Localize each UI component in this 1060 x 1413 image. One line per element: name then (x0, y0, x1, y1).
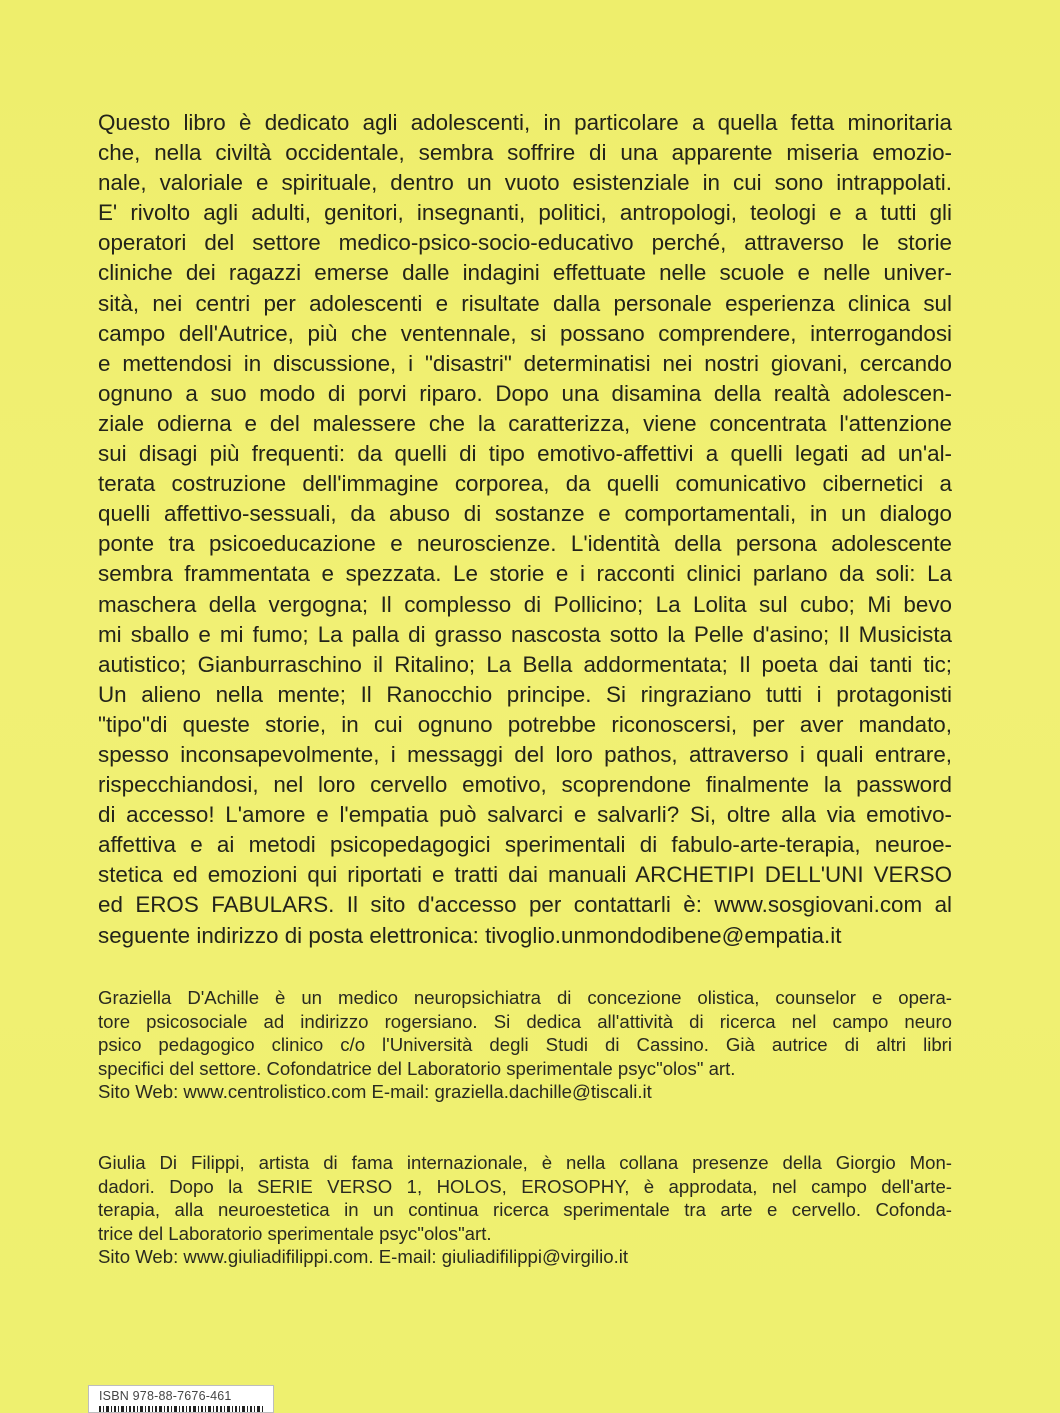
author-bio-line: tore psicosociale ad indirizzo rogersiano. Si dedica all'attività di ricerca nel campo neuro (98, 1010, 952, 1032)
abstract-line: ponte tra psicoeducazione e neuroscienze. L'identità della persona adolescente (98, 531, 952, 557)
abstract-line: "tipo"di queste storie, in cui ognuno potrebbe riconoscersi, per aver mandato, (98, 711, 952, 737)
isbn-barcode-label (88, 1385, 274, 1413)
abstract-line: nale, valoriale e spirituale, dentro un vuoto esistenziale in cui sono intrappolati. (98, 170, 952, 196)
artist-bio-line: Giulia Di Filippi, artista di fama internazionale, è nella collana presenze della Giorgio Mon- (98, 1152, 952, 1173)
author-contact-line: Sito Web: www.centrolistico.com E-mail: graziella.dachille@tiscali.it (98, 1081, 652, 1103)
abstract-line: maschera della vergogna; Il complesso di Pollicino; La Lolita sul cubo; Mi bevo (98, 591, 952, 617)
abstract-line: Un alieno nella mente; Il Ranocchio principe. Si ringraziano tutti i protagonisti (98, 681, 952, 707)
author-biography (98, 986, 952, 1104)
abstract-line: stetica ed emozioni qui riportati e tratti dai manuali ARCHETIPI DELL'UNI VERSO (98, 862, 952, 888)
book-abstract (98, 108, 952, 951)
abstract-line: e mettendosi in discussione, i "disastri" determinatisi nei nostri giovani, cercando (98, 350, 952, 376)
abstract-line: seguente indirizzo di posta elettronica: tivoglio.unmondodibene@empatia.it (98, 922, 842, 948)
abstract-line: quelli affettivo-sessuali, da abuso di sostanze e comportamentali, in un dialogo (98, 501, 952, 527)
author-bio-line: specifici del settore. Cofondatrice del Laboratorio sperimentale psyc"olos" art. (98, 1057, 736, 1079)
abstract-line: affettiva e ai metodi psicopedagogici sperimentali di fabulo-arte-terapia, neuroe- (98, 832, 952, 858)
author-bio-line: psico pedagogico clinico c/o l'Università degli Studi di Cassino. Già autrice di altri libri (98, 1034, 952, 1056)
abstract-line: ed EROS FABULARS. Il sito d'accesso per contattarli è: www.sosgiovani.com al (98, 892, 952, 918)
abstract-line: sembra frammentata e spezzata. Le storie e i racconti clinici parlano da soli: La (98, 561, 952, 587)
isbn-number: ISBN 978-88-7676-461 (99, 1389, 232, 1403)
abstract-line: che, nella civiltà occidentale, sembra soffrire di una apparente miseria emozio- (98, 140, 952, 166)
abstract-line: mi sballo e mi fumo; La palla di grasso nascosta sotto la Pelle d'asino; Il Musicista (98, 621, 952, 647)
abstract-line: ziale odierna e del malessere che la caratterizza, viene concentrata l'attenzione (98, 410, 952, 436)
abstract-line: terata costruzione dell'immagine corporea, da quelli comunicativo cibernetici a (98, 471, 952, 497)
artist-contact-line: Sito Web: www.giuliadifilippi.com. E-mail: giuliadifilippi@virgilio.it (98, 1246, 629, 1268)
abstract-line: sui disagi più frequenti: da quelli di tipo emotivo-affettivi a quelli legati ad un'al- (98, 441, 952, 467)
abstract-line: sità, nei centri per adolescenti e risultate dalla personale esperienza clinica sul (98, 290, 952, 316)
barcode-icon (99, 1406, 265, 1413)
artist-bio-line: dadori. Dopo la SERIE VERSO 1, HOLOS, EROSOPHY, è approdata, nel campo dell'arte- (98, 1175, 952, 1197)
abstract-line: E' rivolto agli adulti, genitori, insegnanti, politici, antropologi, teologi e a tutti gli (98, 200, 952, 226)
abstract-line: campo dell'Autrice, più che ventennale, si possano comprendere, interrogandosi (98, 320, 952, 346)
abstract-line: spesso inconsapevolmente, i messaggi del loro pathos, attraverso i quali entrare, (98, 741, 952, 767)
abstract-line: operatori del settore medico-psico-socio-educativo perché, attraverso le storie (98, 230, 952, 256)
abstract-line: di accesso! L'amore e l'empatia può salvarci e salvarli? Si, oltre alla via emotivo- (98, 802, 952, 828)
abstract-line: rispecchiandosi, nel loro cervello emotivo, scoprendone finalmente la password (98, 772, 952, 798)
abstract-line: Questo libro è dedicato agli adolescenti, in particolare a quella fetta minoritaria (98, 110, 952, 135)
artist-biography (98, 1151, 952, 1269)
artist-bio-line: trice del Laboratorio sperimentale psyc"olos"art. (98, 1222, 492, 1244)
artist-bio-line: terapia, alla neuroestetica in un continua ricerca sperimentale tra arte e cervello. Cofonda- (98, 1199, 952, 1221)
abstract-line: cliniche dei ragazzi emerse dalle indagini effettuate nelle scuole e nelle univer- (98, 260, 952, 286)
abstract-line: autistico; Gianburraschino il Ritalino; La Bella addormentata; Il poeta dai tanti tic; (98, 651, 952, 677)
abstract-line: ognuno a suo modo di porvi riparo. Dopo una disamina della realtà adolescen- (98, 380, 952, 406)
author-bio-line: Graziella D'Achille è un medico neuropsichiatra di concezione olistica, counselor e opera- (98, 987, 952, 1008)
